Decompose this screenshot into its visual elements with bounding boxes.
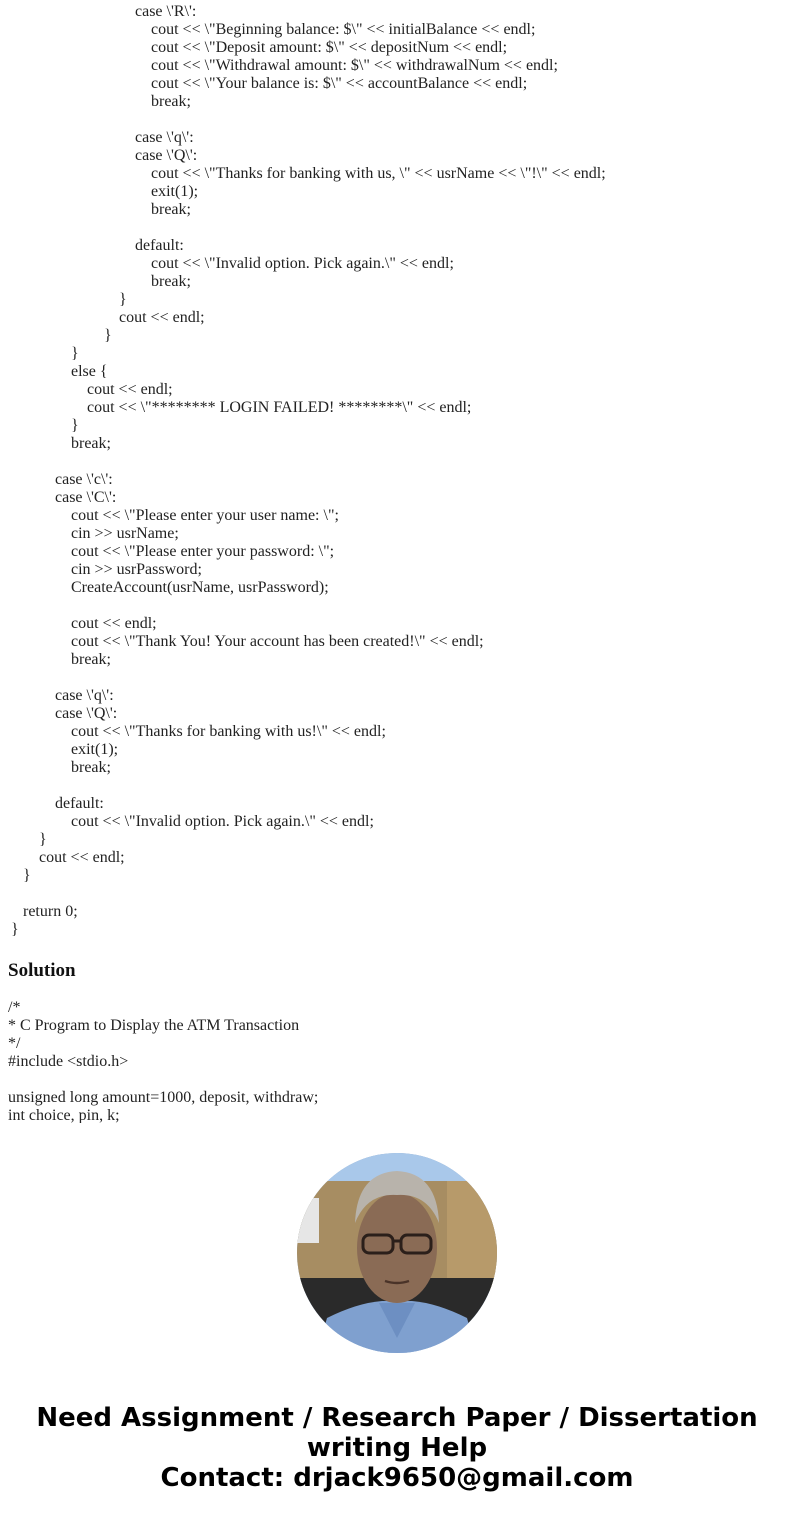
code-line: cout << endl; (119, 309, 205, 326)
promo-line-1: Need Assignment / Research Paper / Dissertation (36, 1403, 758, 1433)
code-line: cin >> usrName; (71, 525, 179, 542)
code-line: break; (71, 651, 111, 668)
code-line: } (71, 417, 79, 434)
promo-line-2: writing Help (306, 1433, 488, 1463)
code-line: break; (71, 759, 111, 776)
code-line: case \'q\': (55, 687, 114, 704)
code-line: } (104, 327, 112, 344)
code-line: break; (151, 93, 191, 110)
code-line: case \'q\': (135, 129, 194, 146)
code-line: } (11, 921, 19, 938)
solution-code-line: int choice, pin, k; (8, 1107, 120, 1123)
code-line: case \'c\': (55, 471, 113, 488)
code-line: return 0; (23, 903, 78, 920)
code-line: } (71, 345, 79, 362)
code-line: cout << \"Beginning balance: $\" << initialBalance << endl; (151, 21, 536, 38)
code-line: } (119, 291, 127, 308)
code-line: cout << endl; (87, 381, 173, 398)
code-line: } (39, 831, 47, 848)
code-line: CreateAccount(usrName, usrPassword); (71, 579, 329, 596)
solution-code-line: unsigned long amount=1000, deposit, withdraw; (8, 1089, 319, 1106)
code-line: cout << \"Please enter your password: \"; (71, 543, 335, 560)
code-line: exit(1); (151, 183, 199, 200)
code-line: cout << endl; (71, 615, 157, 632)
code-line: cout << \"Invalid option. Pick again.\" << endl; (151, 255, 454, 272)
solution-code (8, 999, 788, 1123)
code-line: case \'Q\': (135, 147, 198, 164)
code-line: default: (55, 795, 104, 812)
code-line: default: (135, 237, 184, 254)
solution-code-line (8, 1071, 788, 1089)
code-line: cout << \"Your balance is: $\" << accountBalance << endl; (151, 75, 528, 92)
code-line: break; (151, 201, 191, 218)
code-line: case \'C\': (55, 489, 117, 506)
solution-code-line: * C Program to Display the ATM Transaction (8, 1017, 300, 1034)
code-line: cin >> usrPassword; (71, 561, 202, 578)
code-line: break; (151, 273, 191, 290)
promo-banner (0, 1403, 794, 1493)
code-line: cout << \"Withdrawal amount: $\" << withdrawalNum << endl; (151, 57, 558, 74)
promo-contact: Contact: drjack9650@gmail.com (160, 1463, 634, 1493)
code-line: cout << \"Please enter your user name: \"; (71, 507, 339, 524)
code-line: cout << \"Invalid option. Pick again.\" << endl; (71, 813, 374, 830)
code-line: else { (71, 363, 108, 380)
solution-code-line: */ (8, 1035, 21, 1052)
code-line: exit(1); (71, 741, 119, 758)
code-line: cout << \"******** LOGIN FAILED! ********\" << endl; (87, 399, 472, 416)
author-photo-icon (297, 1153, 497, 1353)
code-line: case \'R\': (135, 3, 197, 20)
code-line: cout << \"Thanks for banking with us!\" << endl; (71, 723, 386, 740)
author-avatar (297, 1153, 497, 1353)
code-line: cout << \"Deposit amount: $\" << depositNum << endl; (151, 39, 508, 56)
code-line: cout << \"Thank You! Your account has been created!\" << endl; (71, 633, 484, 650)
code-line: break; (71, 435, 111, 452)
code-line: cout << endl; (39, 849, 125, 866)
code-line: } (23, 867, 31, 884)
code-line: case \'Q\': (55, 705, 118, 722)
code-line: cout << \"Thanks for banking with us, \" << usrName << \"!\" << endl; (151, 165, 606, 182)
solution-heading: Solution (8, 960, 76, 981)
solution-code-line: /* (8, 999, 21, 1016)
solution-code-line: #include <stdio.h> (8, 1053, 129, 1070)
